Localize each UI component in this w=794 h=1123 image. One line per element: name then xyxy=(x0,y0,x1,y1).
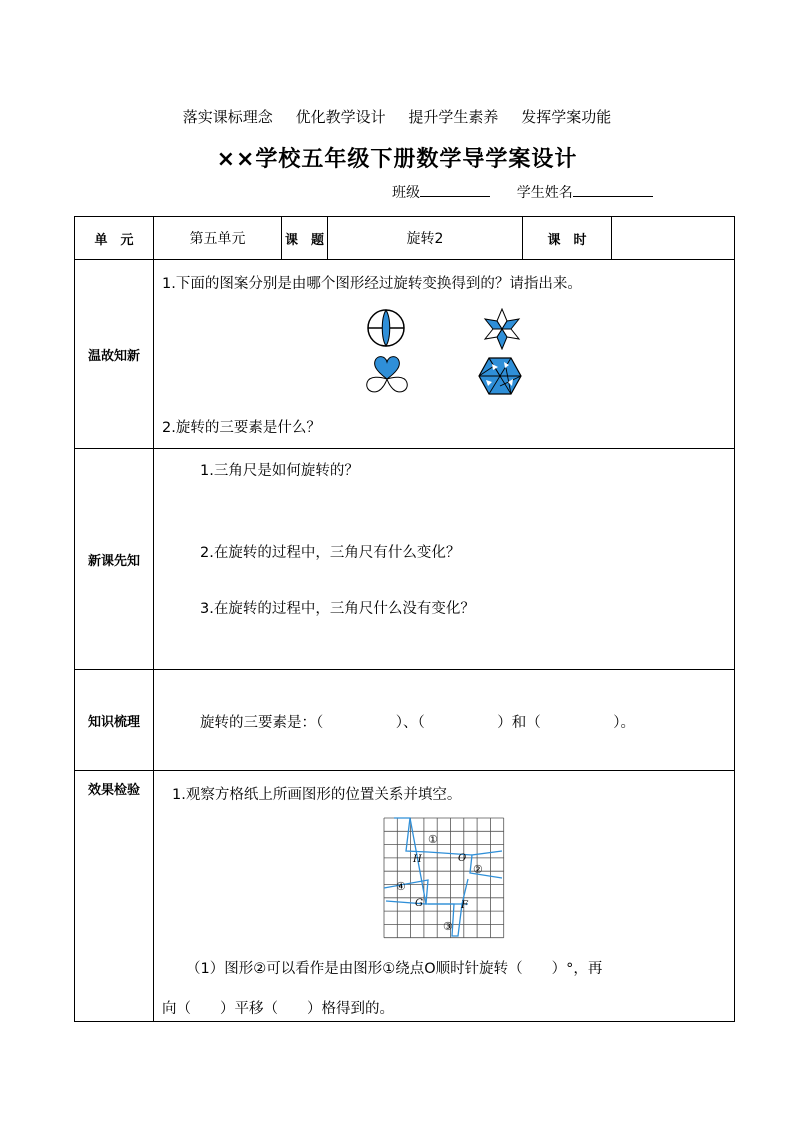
period-value[interactable] xyxy=(612,217,735,260)
check-row xyxy=(75,771,735,1022)
motto-1: 落实课标理念 xyxy=(182,108,273,126)
motto-2: 优化教学设计 xyxy=(295,108,386,126)
class-info-line xyxy=(392,182,653,202)
preview-question-2: 2.在旋转的过程中，三角尺有什么变化？ xyxy=(200,545,461,561)
topic-label: 课 题 xyxy=(282,217,328,260)
check-content xyxy=(154,771,735,1022)
check-question-1a: （1）图形②可以看作是由图形①绕点O顺时针旋转（ ）°，再 xyxy=(186,961,603,977)
grid-label-G: G xyxy=(415,898,423,909)
grid-label-1: ① xyxy=(428,833,438,846)
check-question-1: 1.观察方格纸上所画图形的位置关系并填空。 xyxy=(172,787,462,803)
page-title: ××学校五年级下册数学导学案设计 xyxy=(216,147,578,172)
motto-4: 发挥学案功能 xyxy=(521,108,612,126)
check-question-1b: 向（ ）平移（ ）格得到的。 xyxy=(162,1001,394,1017)
review-label: 温故知新 xyxy=(75,260,154,449)
header-row xyxy=(75,217,735,260)
preview-content xyxy=(154,449,735,670)
circle-petal-icon xyxy=(365,306,407,350)
unit-value: 第五单元 xyxy=(154,217,282,260)
preview-label: 新课先知 xyxy=(75,449,154,670)
grid-label-4: ④ xyxy=(396,880,406,893)
preview-row xyxy=(75,449,735,670)
summary-text: 旋转的三要素是：（ ）、（ ）和（ ）。 xyxy=(200,715,635,731)
summary-row xyxy=(75,670,735,771)
student-name-blank[interactable] xyxy=(573,184,653,197)
star-icon xyxy=(479,308,525,350)
student-name-label: 学生姓名 xyxy=(516,185,573,201)
grid-label-3: ③ xyxy=(443,920,453,933)
class-blank[interactable] xyxy=(420,184,490,197)
grid-label-O: O xyxy=(458,853,467,864)
grid-label-F: F xyxy=(461,900,468,911)
summary-label: 知识梳理 xyxy=(75,670,154,771)
lesson-table xyxy=(74,216,735,1022)
hexagon-icon xyxy=(478,356,522,396)
review-question-2: 2.旋转的三要素是什么？ xyxy=(162,420,321,436)
motto-line xyxy=(0,106,794,127)
class-label: 班级 xyxy=(392,185,420,201)
grid-label-2: ② xyxy=(473,863,483,876)
unit-label: 单 元 xyxy=(75,217,154,260)
summary-content xyxy=(154,670,735,771)
review-content xyxy=(154,260,735,449)
grid-figure xyxy=(382,816,506,940)
grid-label-H: H xyxy=(413,854,422,865)
check-label: 效果检验 xyxy=(75,771,154,1022)
heart-clover-icon xyxy=(359,353,415,399)
topic-value: 旋转2 xyxy=(328,217,523,260)
period-label: 课 时 xyxy=(523,217,612,260)
review-question-1: 1.下面的图案分别是由哪个图形经过旋转变换得到的？请指出来。 xyxy=(162,276,582,292)
motto-3: 提升学生素养 xyxy=(408,108,499,126)
preview-question-1: 1.三角尺是如何旋转的？ xyxy=(200,463,359,479)
review-row xyxy=(75,260,735,449)
preview-question-3: 3.在旋转的过程中，三角尺什么没有变化？ xyxy=(200,601,475,617)
